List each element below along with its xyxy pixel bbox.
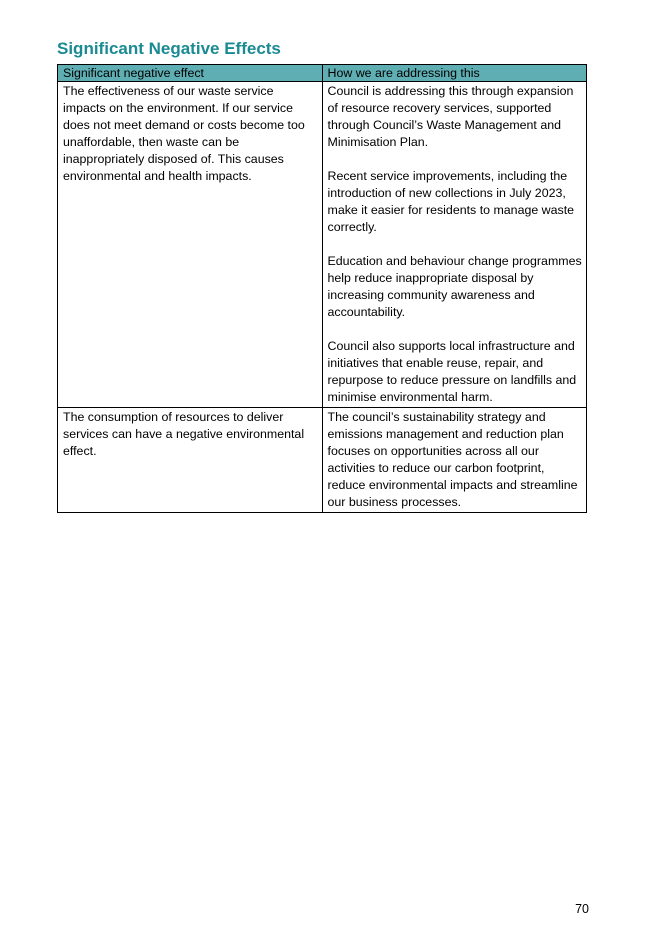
table-header-row [58, 65, 587, 82]
effect-cell: The effectiveness of our waste service impacts on the environment. If our service does not meet demand or costs become too unaffordable, then waste can be inappropriately disposed of. This causes environmental and health impacts. [58, 82, 323, 408]
response-paragraph: The council’s sustainability strategy and emissions management and reduction plan focuses on opportunities across all our activities to reduce our carbon footprint, reduce environmental impacts and streamline our business processes. [327, 410, 578, 509]
column-header-response: How we are addressing this [322, 65, 587, 82]
page-number: 70 [575, 902, 589, 916]
response-cell [322, 408, 587, 513]
column-header-effect: Significant negative effect [58, 65, 323, 82]
negative-effects-table [57, 64, 587, 513]
page-title: Significant Negative Effects [57, 39, 281, 58]
response-cell [322, 82, 587, 408]
response-paragraph: Council also supports local infrastructure and initiatives that enable reuse, repair, and repurpose to reduce pressure on landfills and minimise environmental harm. [327, 339, 577, 404]
response-paragraph: Council is addressing this through expansion of resource recovery services, supported through Council’s Waste Management and Minimisation Plan. [327, 84, 574, 149]
effect-cell: The consumption of resources to deliver services can have a negative environmental effect. [58, 408, 323, 513]
response-paragraph: Recent service improvements, including the introduction of new collections in July 2023, make it easier for residents to manage waste correctly. [327, 169, 575, 234]
table-row [58, 408, 587, 513]
response-paragraph: Education and behaviour change programmes help reduce inappropriate disposal by increasing community awareness and accountability. [327, 254, 582, 319]
table-row [58, 82, 587, 408]
